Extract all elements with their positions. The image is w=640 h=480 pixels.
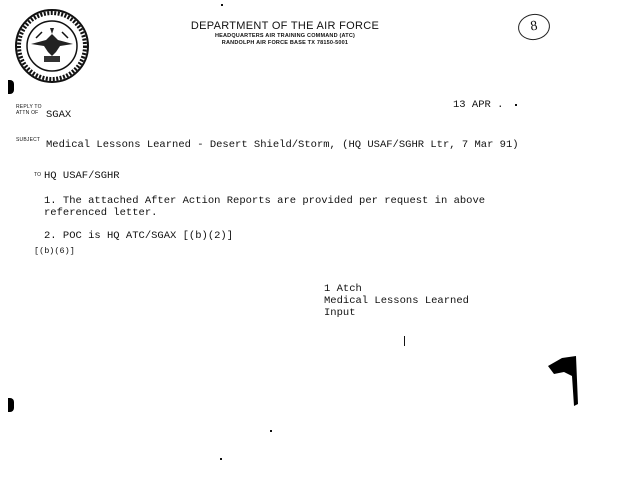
subject-value: Medical Lessons Learned - Desert Shield/Storm, (HQ USAF/SGHR Ltr, 7 Mar 91)	[46, 139, 519, 151]
paragraph-1-line-1: 1. The attached After Action Reports are provided per request in above	[44, 195, 486, 207]
attachment-block	[324, 283, 469, 319]
binder-mark-bottom	[8, 398, 14, 412]
letter-date: 13 APR .	[453, 99, 504, 111]
to-label: TO	[34, 172, 42, 178]
scan-speck	[515, 104, 517, 106]
department-name: DEPARTMENT OF THE AIR FORCE	[190, 20, 380, 32]
command-name: HEADQUARTERS AIR TRAINING COMMAND (ATC)	[214, 33, 356, 39]
binder-mark-top	[8, 80, 14, 94]
attachment-title: Medical Lessons Learned	[324, 295, 469, 307]
scan-speck	[270, 430, 272, 432]
subject-label: SUBJECT	[16, 137, 41, 143]
attachment-title-cont: Input	[324, 307, 356, 319]
reply-to-label-line2: ATTN OF	[16, 110, 39, 116]
reply-to-label	[16, 104, 42, 116]
page-mark: 8	[516, 12, 551, 42]
attachment-count: 1 Atch	[324, 283, 362, 295]
scan-speck	[221, 4, 223, 6]
paragraph-1-line-2: referenced letter.	[44, 207, 158, 219]
reply-to-label-line1: REPLY TO	[16, 104, 42, 110]
scan-speck	[220, 458, 222, 460]
corner-blot	[548, 356, 578, 406]
to-value: HQ USAF/SGHR	[44, 170, 120, 182]
paragraph-2: 2. POC is HQ ATC/SGAX [(b)(2)]	[44, 230, 234, 242]
base-address: RANDOLPH AIR FORCE BASE TX 78150-5001	[221, 40, 349, 46]
letterhead	[160, 20, 410, 47]
scan-speck	[404, 336, 405, 346]
air-force-seal-icon	[14, 8, 90, 84]
redaction-marker: [(b)(6)]	[34, 246, 75, 256]
reply-to-value: SGAX	[46, 109, 72, 121]
